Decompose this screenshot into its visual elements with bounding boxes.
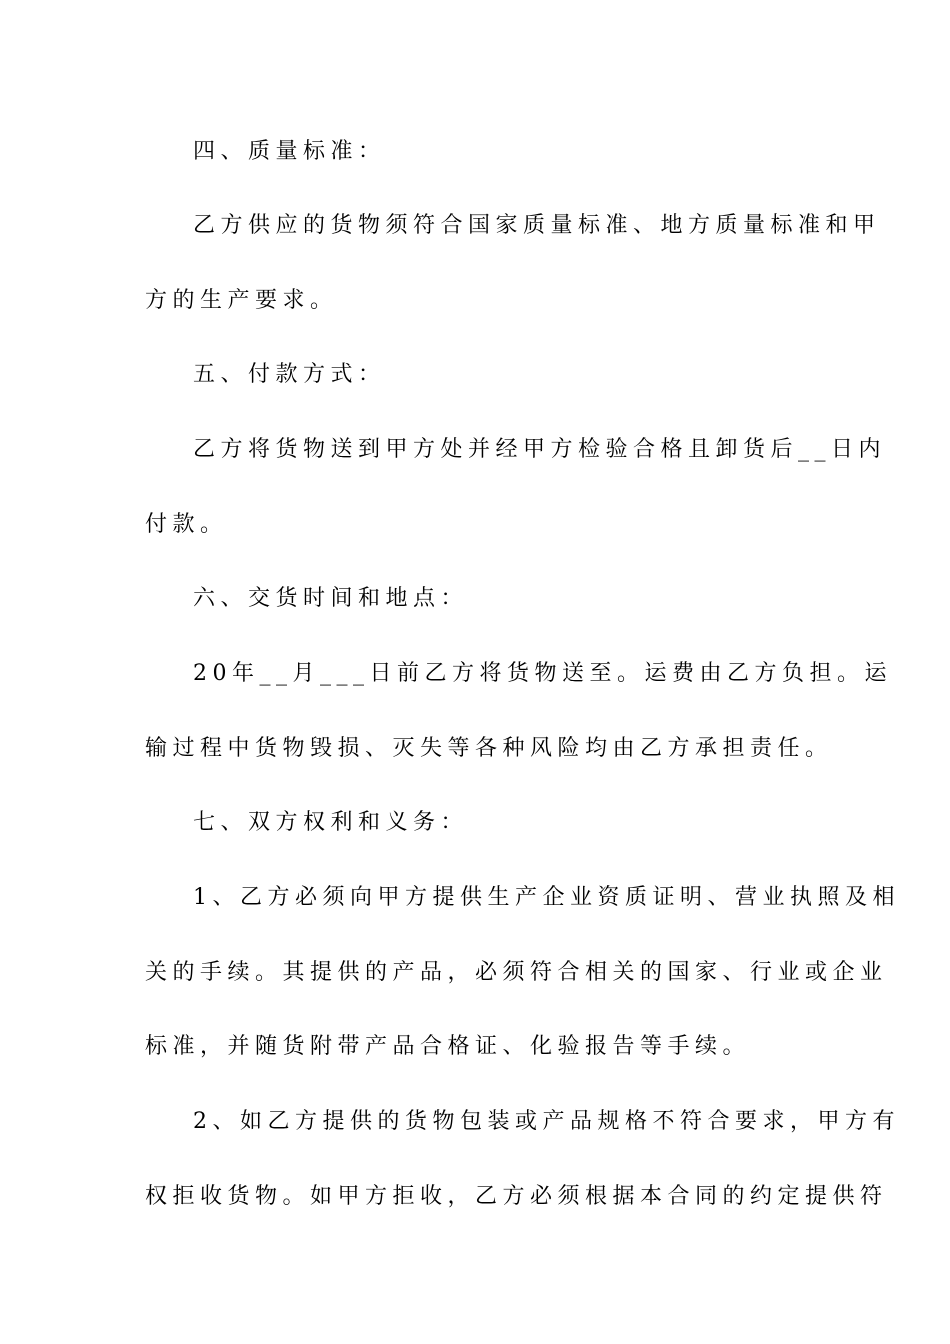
paragraph-line: 输过程中货物毁损、灭失等各种风险均由乙方承担责任。: [145, 736, 833, 761]
section-heading-delivery: 六、交货时间和地点：: [193, 586, 469, 611]
paragraph-line: 关的手续。其提供的产品，必须符合相关的国家、行业或企业: [145, 960, 888, 985]
paragraph-line: 方的生产要求。: [145, 288, 338, 313]
paragraph-line: 权拒收货物。如甲方拒收，乙方必须根据本合同的约定提供符: [145, 1184, 888, 1209]
paragraph-line: 2、如乙方提供的货物包装或产品规格不符合要求，甲方有: [193, 1109, 900, 1134]
paragraph-line: 乙方将货物送到甲方处并经甲方检验合格且卸货后__日内: [193, 437, 887, 462]
paragraph-line: 付款。: [145, 512, 228, 537]
paragraph-line: 标准，并随货附带产品合格证、化验报告等手续。: [145, 1034, 751, 1059]
paragraph-line: 20年__月___日前乙方将货物送至。运费由乙方负担。运: [193, 661, 892, 686]
section-heading-quality: 四、质量标准：: [193, 139, 386, 164]
paragraph-line: 乙方供应的货物须符合国家质量标准、地方质量标准和甲: [193, 213, 881, 238]
section-heading-payment: 五、付款方式：: [193, 362, 386, 387]
paragraph-line: 1、乙方必须向甲方提供生产企业资质证明、营业执照及相: [193, 885, 900, 910]
section-heading-rights: 七、双方权利和义务：: [193, 810, 469, 835]
